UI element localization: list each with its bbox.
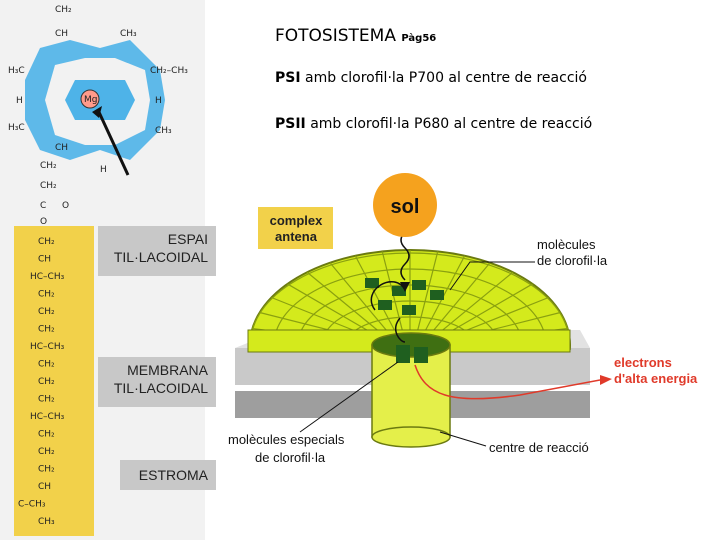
region-espai-tillacoidal — [98, 226, 216, 276]
atom-label: CH₂ — [40, 181, 57, 191]
title-main: FOTOSISTEMA — [275, 26, 396, 46]
chlorophyll-molecule-icon — [365, 278, 379, 288]
special-chlorophyll-icon — [396, 345, 410, 363]
chain-atom-label: CH₃ — [38, 517, 55, 527]
membrana-line1: MEMBRANA — [127, 362, 208, 378]
atom-label: H₃C — [8, 123, 25, 133]
complex-antena-line1: complex — [269, 213, 323, 228]
chlorophyll-molecule-icon — [412, 280, 426, 290]
atom-label: CH₂–CH₃ — [150, 66, 188, 76]
electrons-label-line1: electrons — [614, 355, 672, 370]
atom-label: CH — [55, 143, 69, 153]
chlorophyll-label-line2: de clorofil·la — [537, 253, 608, 268]
atom-label: C — [40, 201, 47, 211]
psii-text: amb clorofil·la P680 al centre de reacció — [305, 116, 593, 132]
chain-atom-label: CH₂ — [38, 359, 55, 370]
chain-atom-label: C–CH₃ — [18, 499, 46, 510]
electrons-label-line2: d'alta energia — [614, 371, 698, 386]
chain-atom-label: CH — [38, 254, 52, 265]
chain-atom-label: CH — [38, 482, 52, 492]
special-label-line2: de clorofil·la — [255, 450, 326, 465]
magnesium-label: Mg — [84, 95, 98, 105]
chain-atom-label: CH₂ — [38, 447, 55, 457]
special-label-line1: molècules especials — [228, 432, 345, 447]
atom-label: CH₃ — [120, 29, 137, 39]
chain-atom-label: CH₂ — [38, 377, 55, 387]
psi-text: amb clorofil·la P700 al centre de reacció — [300, 70, 587, 86]
atom-label: H — [155, 96, 162, 106]
psi-bold: PSI — [275, 70, 301, 86]
chain-atom-label: CH₂ — [38, 464, 55, 475]
chain-atom-label: CH₂ — [38, 307, 55, 317]
region-membrana-tillacoidal — [98, 357, 216, 407]
chain-atom-label: CH₂ — [38, 324, 55, 335]
chain-atom-label: CH₂ — [38, 289, 55, 300]
atom-label: CH₃ — [155, 126, 172, 136]
electron-arrowhead — [600, 375, 612, 385]
atom-label: H₃C — [8, 66, 25, 76]
chain-atom-label: HC–CH₃ — [30, 272, 65, 282]
chain-atom-label: CH₂ — [38, 237, 55, 247]
sun-label: sol — [390, 196, 420, 218]
estroma-label: ESTROMA — [138, 467, 208, 483]
psii-bold: PSII — [275, 116, 306, 132]
atom-label: O — [62, 201, 70, 211]
chlorophyll-label-line1: molècules — [537, 237, 596, 252]
region-estroma — [120, 460, 216, 490]
chlorophyll-molecule-icon — [430, 290, 444, 300]
atom-label: CH — [55, 29, 69, 39]
atom-label: O — [40, 217, 48, 227]
atom-label: CH₂ — [55, 5, 72, 15]
membrana-line2: TIL·LACOIDAL — [113, 380, 208, 396]
centre-label: centre de reacció — [489, 440, 589, 455]
chain-atom-label: CH₂ — [38, 429, 55, 440]
chain-atom-label: CH₂ — [38, 394, 55, 405]
title-page: Pàg56 — [401, 33, 437, 44]
special-chlorophyll-icon — [414, 347, 428, 363]
chain-atom-label: HC–CH₃ — [30, 412, 65, 422]
complex-antena-line2: antena — [275, 229, 317, 244]
atom-label: H — [16, 96, 23, 106]
espai-line1: ESPAI — [167, 231, 208, 247]
reaction-centre-cylinder — [372, 333, 450, 447]
atom-label: H — [100, 165, 107, 175]
chain-atom-label: HC–CH₃ — [30, 342, 65, 352]
chlorophyll-molecule-icon — [378, 300, 392, 310]
espai-line2: TIL·LACOIDAL — [113, 249, 208, 265]
chlorophyll-molecule-icon — [402, 305, 416, 315]
atom-label: CH₂ — [40, 161, 57, 171]
